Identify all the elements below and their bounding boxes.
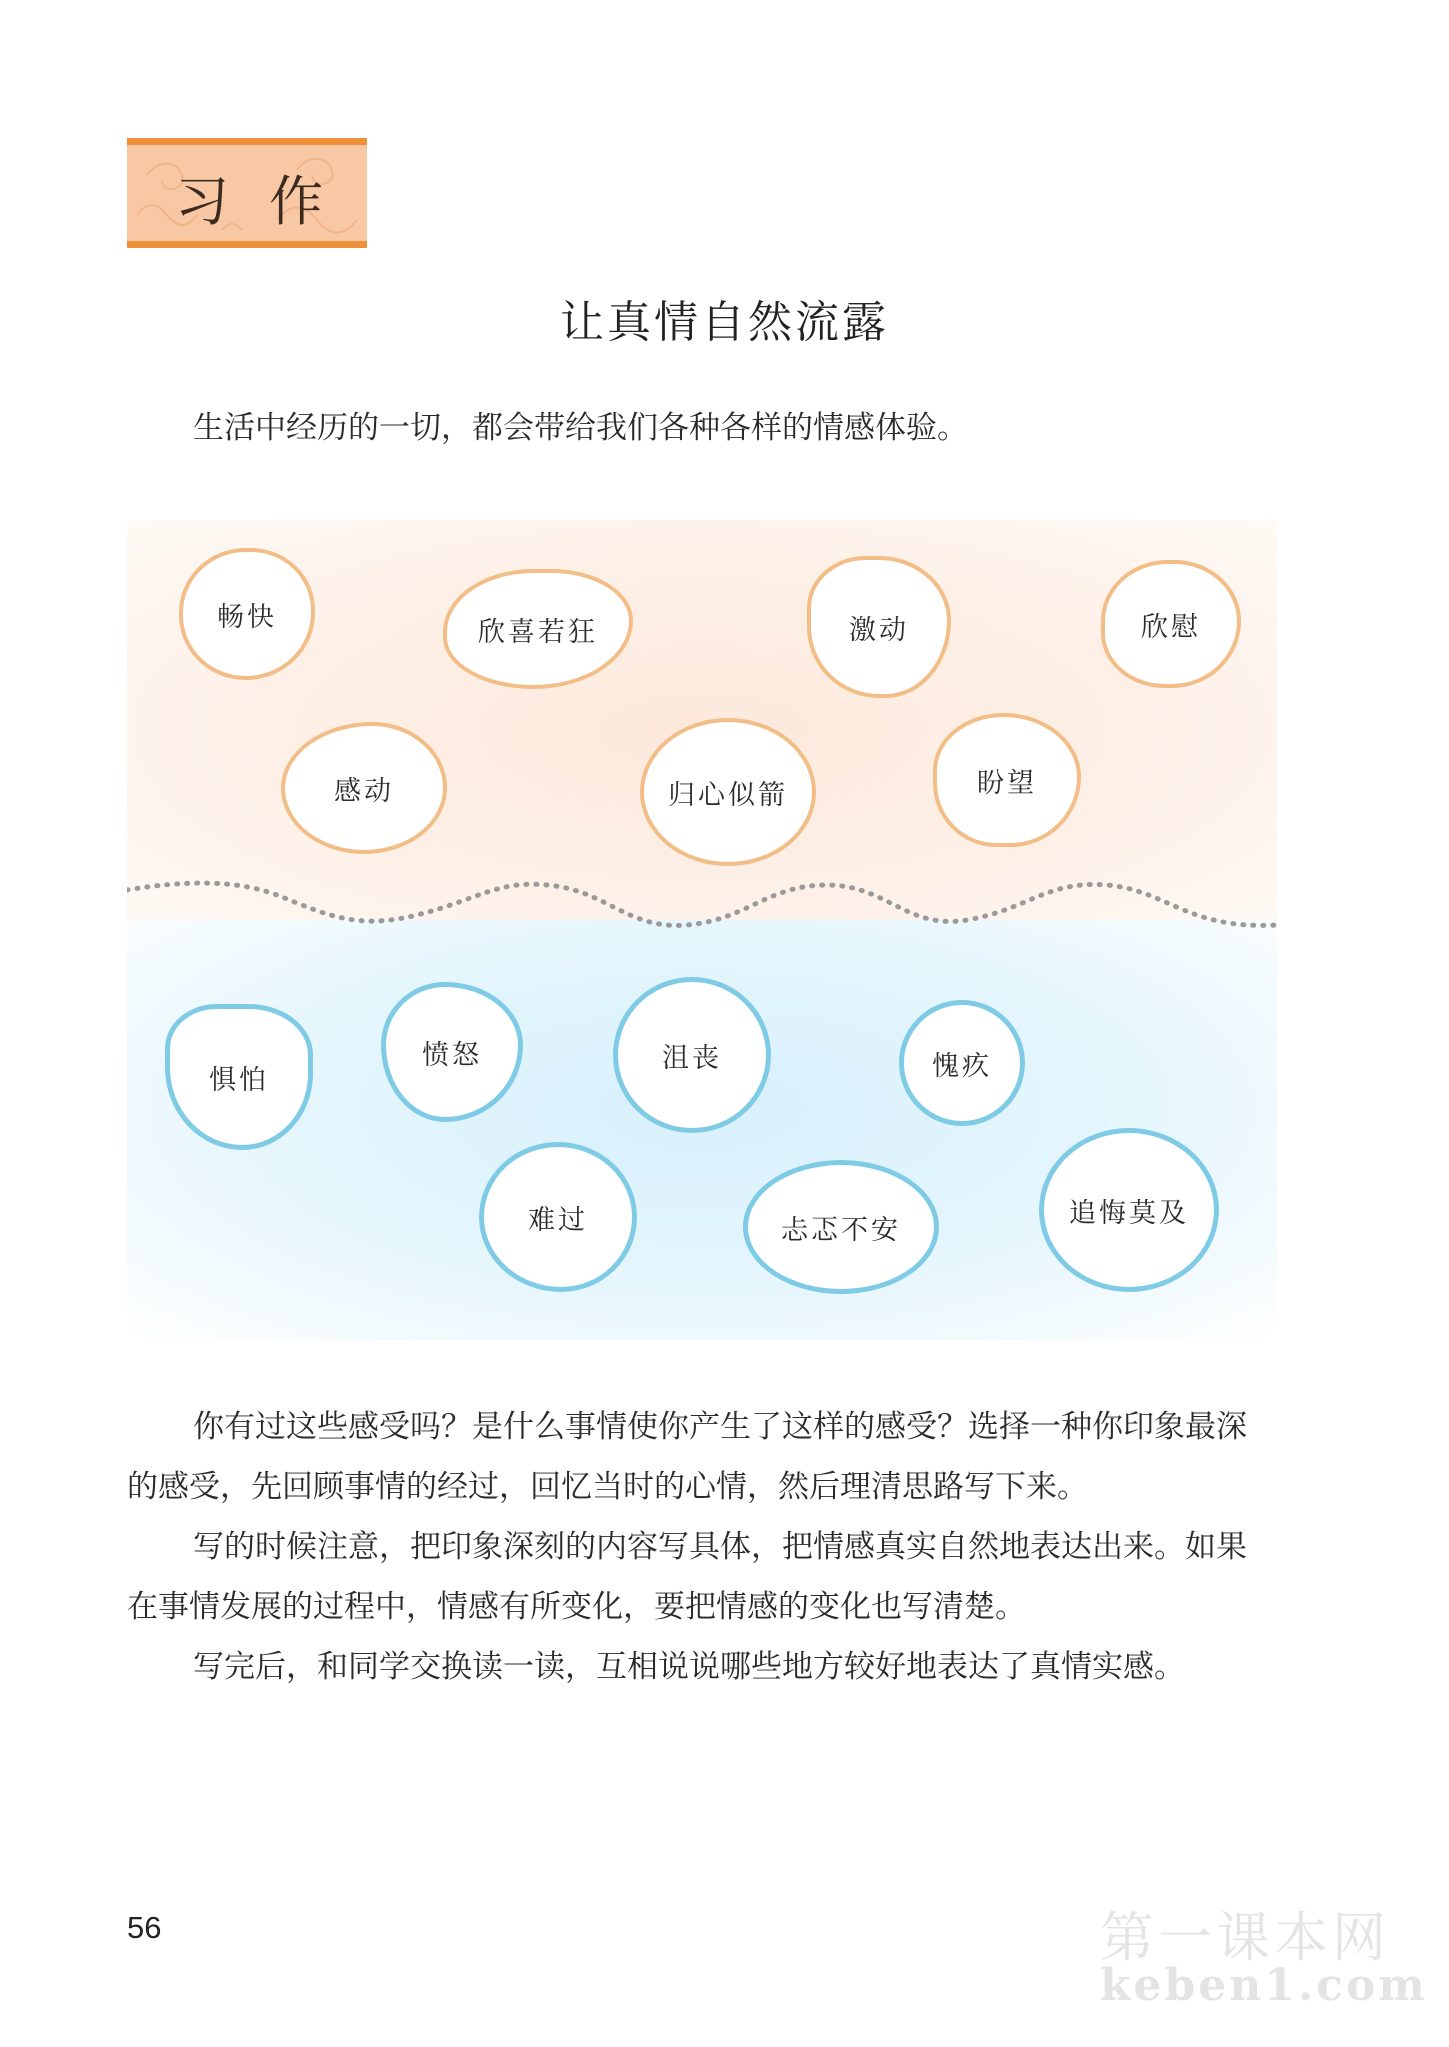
emotion-bubble: 沮丧: [613, 977, 771, 1133]
emotion-bubble: 欣喜若狂: [443, 569, 633, 689]
emotion-illustration: [127, 520, 1277, 1340]
emotion-bubble: 忐忑不安: [743, 1160, 939, 1294]
emotion-bubble: 欣慰: [1101, 560, 1241, 688]
emotion-bubble: 难过: [479, 1142, 637, 1292]
body-paragraph: 写的时候注意，把印象深刻的内容写具体，把情感真实自然地表达出来。如果在事情发展的过程中，情感有所变化，要把情感的变化也写清楚。: [127, 1529, 1247, 1625]
emotion-bubble: 惧怕: [165, 1004, 313, 1150]
emotion-bubble: 感动: [281, 722, 447, 854]
dotted-divider: [127, 870, 1277, 950]
emotion-bubble: 愧疚: [899, 1000, 1025, 1126]
section-tag-text: 习作: [175, 170, 363, 233]
emotion-bubble: 激动: [807, 556, 951, 698]
emotion-bubble: 愤怒: [381, 982, 523, 1122]
watermark-en: keben1.com: [1100, 1960, 1428, 2011]
page-number: 56: [127, 1910, 162, 1945]
intro-paragraph: 生活中经历的一切，都会带给我们各种各样的情感体验。: [193, 410, 968, 446]
emotion-bubble: 盼望: [933, 713, 1081, 847]
body-paragraph: 写完后，和同学交换读一读，互相说说哪些地方较好地表达了真情实感。: [193, 1649, 1185, 1685]
body-paragraph: 你有过这些感受吗？是什么事情使你产生了这样的感受？选择一种你印象最深的感受，先回顾事情的经过，回忆当时的心情，然后理清思路写下来。: [127, 1409, 1247, 1505]
watermark-cn: 第一课本网: [1100, 1906, 1390, 1969]
section-tag: [127, 138, 367, 248]
page-title: 让真情自然流露: [560, 297, 889, 348]
emotion-bubble: 畅快: [179, 548, 315, 680]
emotion-bubble: 归心似箭: [640, 718, 816, 866]
emotion-bubble: 追悔莫及: [1039, 1128, 1219, 1292]
